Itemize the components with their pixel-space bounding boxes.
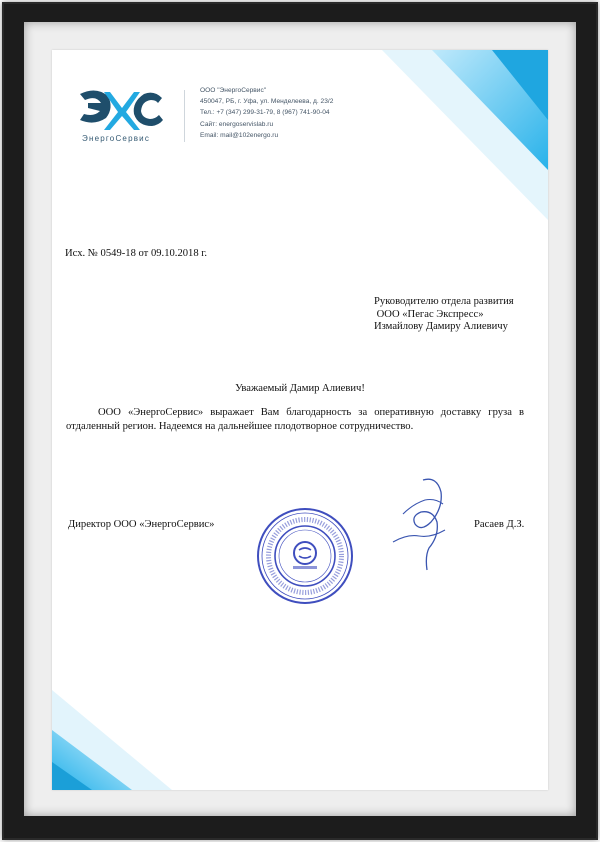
- recipient-block: [374, 296, 514, 334]
- company-seal-icon: [255, 506, 355, 606]
- letter-page: [52, 50, 548, 790]
- recipient-line: ООО «Пегас Экспресс»: [374, 308, 484, 320]
- letter-body: ООО «ЭнергоСервис» выражает Вам благодарность за оперативную доставку груза в отдаленный регион. Надеемся на дальнейшее плодотворное сотрудничество.: [66, 407, 524, 432]
- company-email: Email: mail@102energo.ru: [200, 131, 279, 139]
- company-site: Сайт: energoservislab.ru: [200, 120, 274, 128]
- handwritten-signature-icon: [385, 474, 460, 574]
- greeting: Уважаемый Дамир Алиевич!: [235, 383, 365, 394]
- outgoing-reference: Исх. № 0549-18 от 09.10.2018 г.: [65, 248, 208, 259]
- recipient-line: Измайлову Дамиру Алиевичу: [374, 321, 508, 333]
- company-address: 450047, РБ, г. Уфа, ул. Менделеева, д. 23/2: [200, 98, 334, 106]
- recipient-line: Руководителю отдела развития: [374, 296, 514, 307]
- company-name: ООО "ЭнергоСервис": [200, 87, 267, 94]
- logo-wordmark: ЭнергоСервис: [82, 134, 151, 143]
- company-phone: Тел.: +7 (347) 299-31-79, 8 (967) 741-90-04: [200, 109, 330, 117]
- header-divider: [184, 90, 185, 142]
- signer-title: Директор ООО «ЭнергоСервис»: [68, 519, 215, 530]
- signer-name: Расаев Д.З.: [474, 519, 525, 530]
- company-contacts: [200, 85, 333, 141]
